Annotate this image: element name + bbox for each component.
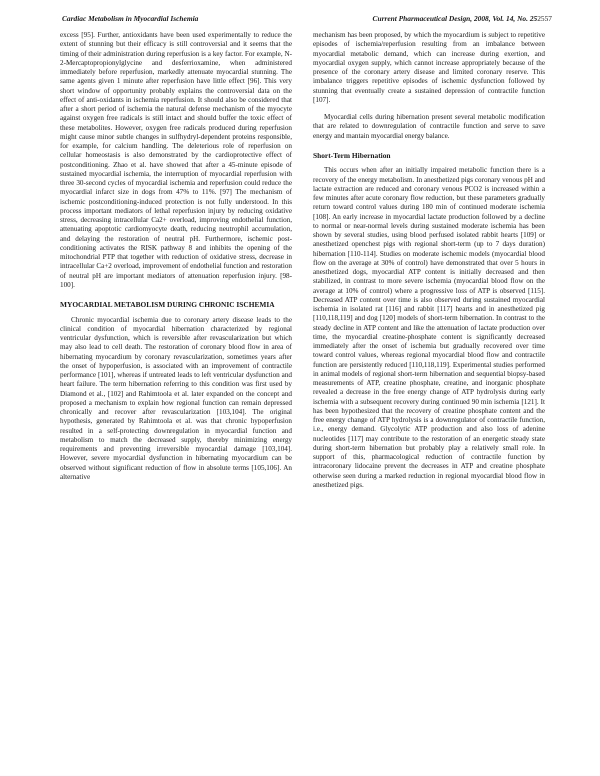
right-paragraph-1: mechanism has been proposed, by which the myocardium is subject to repetitive episodes of ischemia/reperfusion resulting from an imbalance between myocardial metabolic demand, which can increase during exertion, and myocardial oxygen supply, which cannot increase appropriately because of the presence of the coronary artery disease and limited coronary reserve. This imbalance triggers repetitive episodes of ischemic dysfunction followed by stunning that eventually create a sustained depression of contractile function [107]. xyxy=(313,31,545,104)
left-paragraph-1: excess [95]. Further, antioxidants have been used experimentally to reduce the extent of stunning but their efficacy is still controversial and it seems that the timing of their administration during reperfusion is a key factor. For example, N-2-Mercaptopropionylglycine and desferrioxamine, when administered immediately before reperfusion, markedly attenuate myocardial stunning. The same agents given 1 minute after reperfusion have little effect [96]. This very short window of opportunity probably explains the controversial data on the effect of anti-oxidants in ischemia reperfusion. It should also be considered that after a short period of ischemia the natural defense mechanism of the myocyte against oxygen free radicals is still intact and should buffer the toxic effect of these metabolites. However, oxygen free radicals produced during reperfusion might cause minor subtle changes in sulfhydryl-dependent proteins responsible, for example, for calcium handling. The deleterious role of reperfusion on cellular homeostasis is also demonstrated by the cardioprotective effect of postconditioning. Zhao et al. have showed that after a 45-minute episode of sustained myocardial ischemia, the interruption of myocardial reperfusion with three 30-second cycles of myocardial ischemia and reperfusion could reduce the myocardial infarct size in dogs from 47% to 11%. [97] The mechanism of ischemic postconditioning-induced protection is not fully understood. In this process important mediators of lethal reperfusion injury by reducing oxidative stress, decreasing intracellular Ca2+ overload, improving endothelial function, attenuating apoptotic cardiomyocyte death, reducing neutrophil accumulation, and delaying the restoration of neutral pH. Furthermore, ischemic post-conditioning activates the RISK pathway 8 and inhibits the opening of the mitochondrial PTP that together with reduction of oxidative stress, decrease in intracellular Ca+2 overload, improvement of endothelial function and restoration of neutral pH are important mediators of attenuation reperfusion injury. [98-100]. xyxy=(60,31,292,289)
header-journal-citation: Current Pharmaceutical Design, 2008, Vol. 14, No. 25 xyxy=(372,14,538,23)
header-page-number: 2557 xyxy=(537,14,552,23)
section-heading-chronic-ischemia: MYOCARDIAL METABOLISM DURING CHRONIC ISCHEMIA xyxy=(60,300,275,309)
header-article-title: Cardiac Metabolism in Myocardial Ischemia xyxy=(62,14,199,23)
running-header xyxy=(62,14,552,23)
left-paragraph-2: Chronic myocardial ischemia due to coronary artery disease leads to the clinical condition of myocardial hibernation characterized by regional ventricular dysfunction, which is reversible after revascularization but which may also lead to cell death. The restoration of coronary blood flow in area of hibernating myocardium by coronary revascularization, sometimes years after the onset of hypoperfusion, is associated with an improvement of contractile performance [101], whereas if untreated leads to left ventricular dysfunction and heart failure. The term hibernation referring to this condition was first used by Diamond et al., [102] and Rahimtoola et al. later expanded on the concept and proposed a mechanism to explain how regional function can remain depressed chronically and recover after revascularization [103,104]. The original hypothesis, generated by Rahimtoola et al. was that chronic hypoperfusion resulted in a self-protecting downregulation in myocardial function and metabolism to match the decreased supply, thereby minimizing energy requirements and preventing irreversible myocardial damage [103,104]. However, severe myocardial dysfunction in hibernating myocardium can be observed without significant reduction of flow in absolute terms [105,106]. An alternative xyxy=(60,315,292,481)
left-column xyxy=(60,31,292,482)
right-column xyxy=(313,31,545,490)
right-paragraph-3: This occurs when after an initially impaired metabolic function there is a recovery of the energy metabolism. In anesthetized pigs coronary venous pH and lactate extraction are reduced and coronary venous PCO2 is increased within a few minutes after acute coronary flow reduction, but these parameters gradually return toward control values during 180 min of continued moderate ischemia [108]. An early increase in myocardial lactate production followed by a decline to normal or near-normal levels during sustained moderate ischemia has been shown by several studies, using blood perfused isolated rabbit hearts [109] or anesthetized openchest pigs with regional short-term (up to 7 days duration) hibernation [110-114]. Studies on moderate ischemic models (myocardial blood flow on the average at 30% of control) have demonstrated that over 5 hours in anesthetized dogs, myocardial ATP content is initially decreased and then stabilized, in contrast to more severe ischemia (myocardial blood flow on the average at 10% of control) where a progressive loss of ATP is observed [115]. Decreased ATP content over time is also observed during sustained myocardial ischemia in isolated rat [116] and rabbit [117] hearts and in anesthetized pig [110,118,119] and dog [120] models of short-term hibernation. In contrast to the steady decline in ATP content and like the attenuation of lactate production over time, the myocardial creatine-phosphate content is significantly decreased immediately after the onset of ischemia but gradually recovered over time toward control values, whereas regional myocardial blood flow and contractile function are persistently reduced [110,118,119]. Experimental studies performed in animal models of regional short-term hibernation and sequential biopsy-based measurements of ATP, creatine phosphate, creatine, and inorganic phosphate revealed a decrease in the free energy change of ATP hydrolysis during early ischemia with a subsequent recovery during continued 90 min ischemia [121]. It has been hypothesized that the recovery of creatine phosphate content and the free energy change of ATP hydrolysis is a downregulator of contractile function, i.e., energy demand. Glycolytic ATP production and also loss of adenine nucleotides [117] may contribute to the restoration of an energetic steady state during short-term hibernation but probably play a relatively small role. In support of this, pharmacological reduction of contractile function by intracoronary lidocaine prevent the decreases in ATP and creatine phosphate otherwise seen during a marked reduction in regional myocardial blood flow in anesthetized pigs. xyxy=(313,166,545,489)
header-journal-info xyxy=(373,14,552,23)
right-paragraph-2: Myocardial cells during hibernation present several metabolic modification that are related to downregulation of contractile function and serve to save energy and mantain myocardial energy balance. xyxy=(313,113,545,140)
section-heading-short-term-hibernation: Short-Term Hibernation xyxy=(313,150,391,160)
